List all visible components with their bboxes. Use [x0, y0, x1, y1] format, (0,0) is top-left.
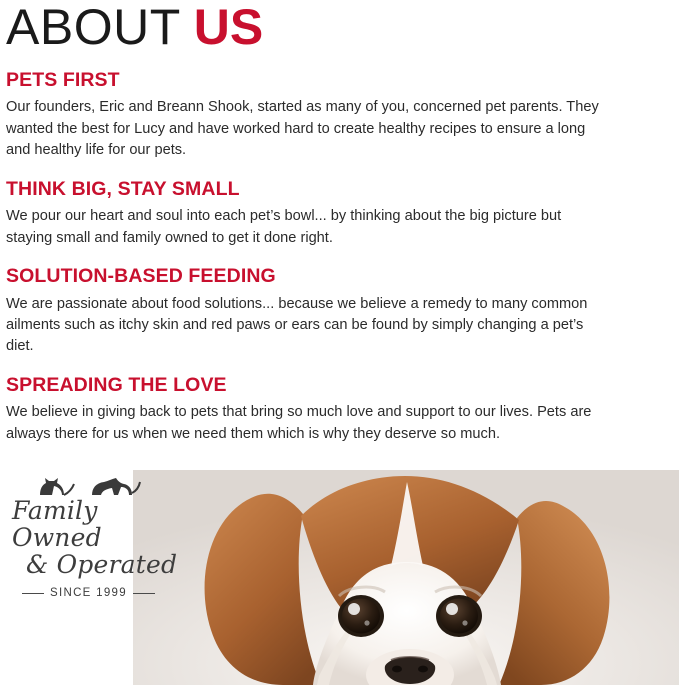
about-sections	[0, 52, 679, 445]
badge-rule-left	[22, 593, 44, 594]
section-paragraph: We pour our heart and soul into each pet’s bowl... by thinking about the big picture but staying small and family owned to get it done right.	[6, 208, 562, 246]
page-title-about: ABOUT	[6, 0, 181, 55]
section-solution-based-feeding	[6, 266, 673, 358]
section-heading: SPREADING THE LOVE	[6, 373, 227, 396]
section-paragraph: Our founders, Eric and Breann Shook, started as many of you, concerned pet parents. They wanted the best for Lucy and have worked hard to create healthy recipes to ensure a long and healthy life for our pets.	[6, 99, 599, 159]
photo-area	[0, 470, 679, 685]
section-heading: THINK BIG, STAY SMALL	[6, 177, 240, 200]
section-paragraph: We are passionate about food solutions... because we believe a remedy to many common ailments such as itchy skin and red paws or ears can be found by simply changing a pet’s diet.	[6, 295, 588, 355]
section-spreading-the-love	[6, 375, 673, 445]
cat-and-dog-silhouette-icon	[26, 475, 188, 497]
page-title-us: US	[193, 0, 264, 55]
section-pets-first	[6, 70, 673, 162]
family-owned-badge	[8, 475, 188, 600]
badge-script-text	[8, 497, 188, 578]
page-title	[0, 0, 679, 55]
badge-since-row	[8, 587, 188, 599]
section-heading: SOLUTION-BASED FEEDING	[6, 265, 276, 288]
badge-line-2: & Operated	[26, 550, 178, 579]
badge-line-1: Family Owned	[12, 496, 102, 552]
section-think-big-stay-small	[6, 179, 673, 249]
badge-rule-right	[133, 593, 155, 594]
section-paragraph: We believe in giving back to pets that bring so much love and support to our lives. Pets are always there for us when we need them which is why they deserve so much.	[6, 404, 592, 442]
badge-since-text: SINCE 1999	[50, 587, 127, 599]
puppy-photo	[133, 470, 679, 685]
section-heading: PETS FIRST	[6, 69, 120, 91]
